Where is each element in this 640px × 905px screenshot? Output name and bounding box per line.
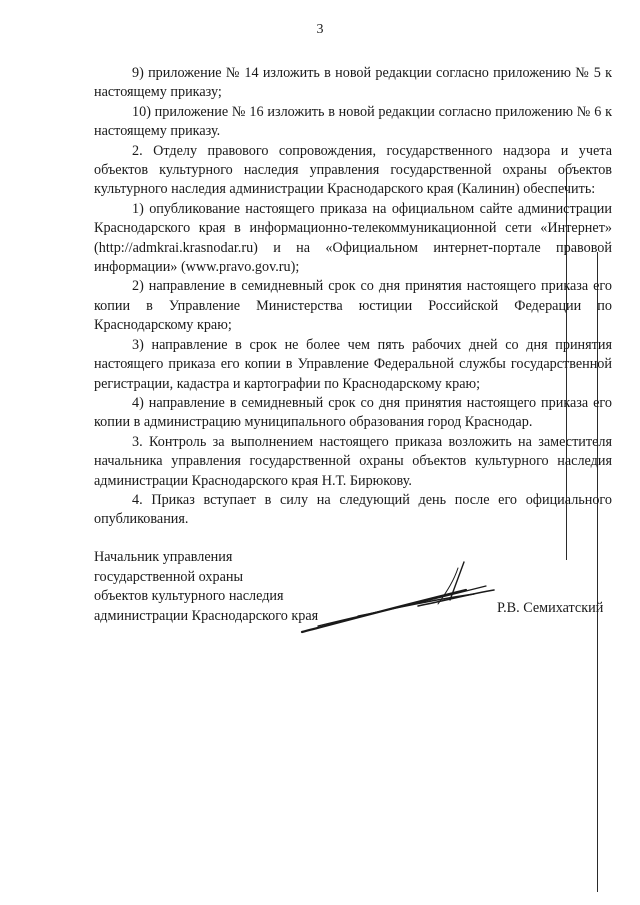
paragraph-subitem-4: 4) направление в семидневный срок со дня принятия настоящего приказа его копии в администрацию муниципального образования город Краснодар.: [94, 394, 612, 431]
page-number: 3: [316, 22, 324, 37]
paragraph-subitem-3: 3) направление в срок не более чем пять рабочих дней со дня принятия настоящего приказа его копии в Управление Федеральной службы государственной регистрации, кадастра и картографии по Краснодарскому краю;: [94, 336, 612, 392]
paragraph-subitem-1: 1) опубликование настоящего приказа на официальном сайте администрации Краснодарского края в информационно-телекоммуникационной сети «Интернет» (http://admkrai.krasnodar.ru) и на «Официальном интернет-портале правовой информации» (www.pravo.gov.ru);: [94, 200, 612, 276]
document-body: [94, 64, 612, 530]
signatory-title-line: администрации Краснодарского края: [94, 607, 319, 624]
paragraph-item-10: 10) приложение № 16 изложить в новой редакции согласно приложению № 6 к настоящему приказу.: [94, 103, 612, 140]
paragraph-subitem-2: 2) направление в семидневный срок со дня принятия настоящего приказа его копии в Управление Министерства юстиции Российской Федерации по Краснодарскому краю;: [94, 278, 612, 334]
signatory-title-line: Начальник управления: [94, 549, 233, 565]
paragraph-section-2: 2. Отделу правового сопровождения, государственного надзора и учета объектов культурного наследия управления государственной охраны объектов культурного наследия администрации Краснодарского края (Калинин) обеспечить:: [94, 142, 612, 198]
signer-name: Р.В. Семихатский: [497, 600, 604, 616]
handwritten-signature: [298, 560, 498, 640]
paragraph-section-4: 4. Приказ вступает в силу на следующий день после его официального опубликования.: [94, 491, 612, 528]
signatory-title-line: объектов культурного наследия: [94, 588, 284, 604]
paragraph-item-9: 9) приложение № 14 изложить в новой редакции согласно приложению № 5 к настоящему приказу;: [94, 65, 612, 101]
signatory-title-line: государственной охраны: [94, 568, 244, 585]
paragraph-section-3: 3. Контроль за выполнением настоящего приказа возложить на заместителя начальника управления государственной охраны объектов культурного наследия администрации Краснодарского края Н.Т. Бирюкову.: [94, 433, 612, 489]
